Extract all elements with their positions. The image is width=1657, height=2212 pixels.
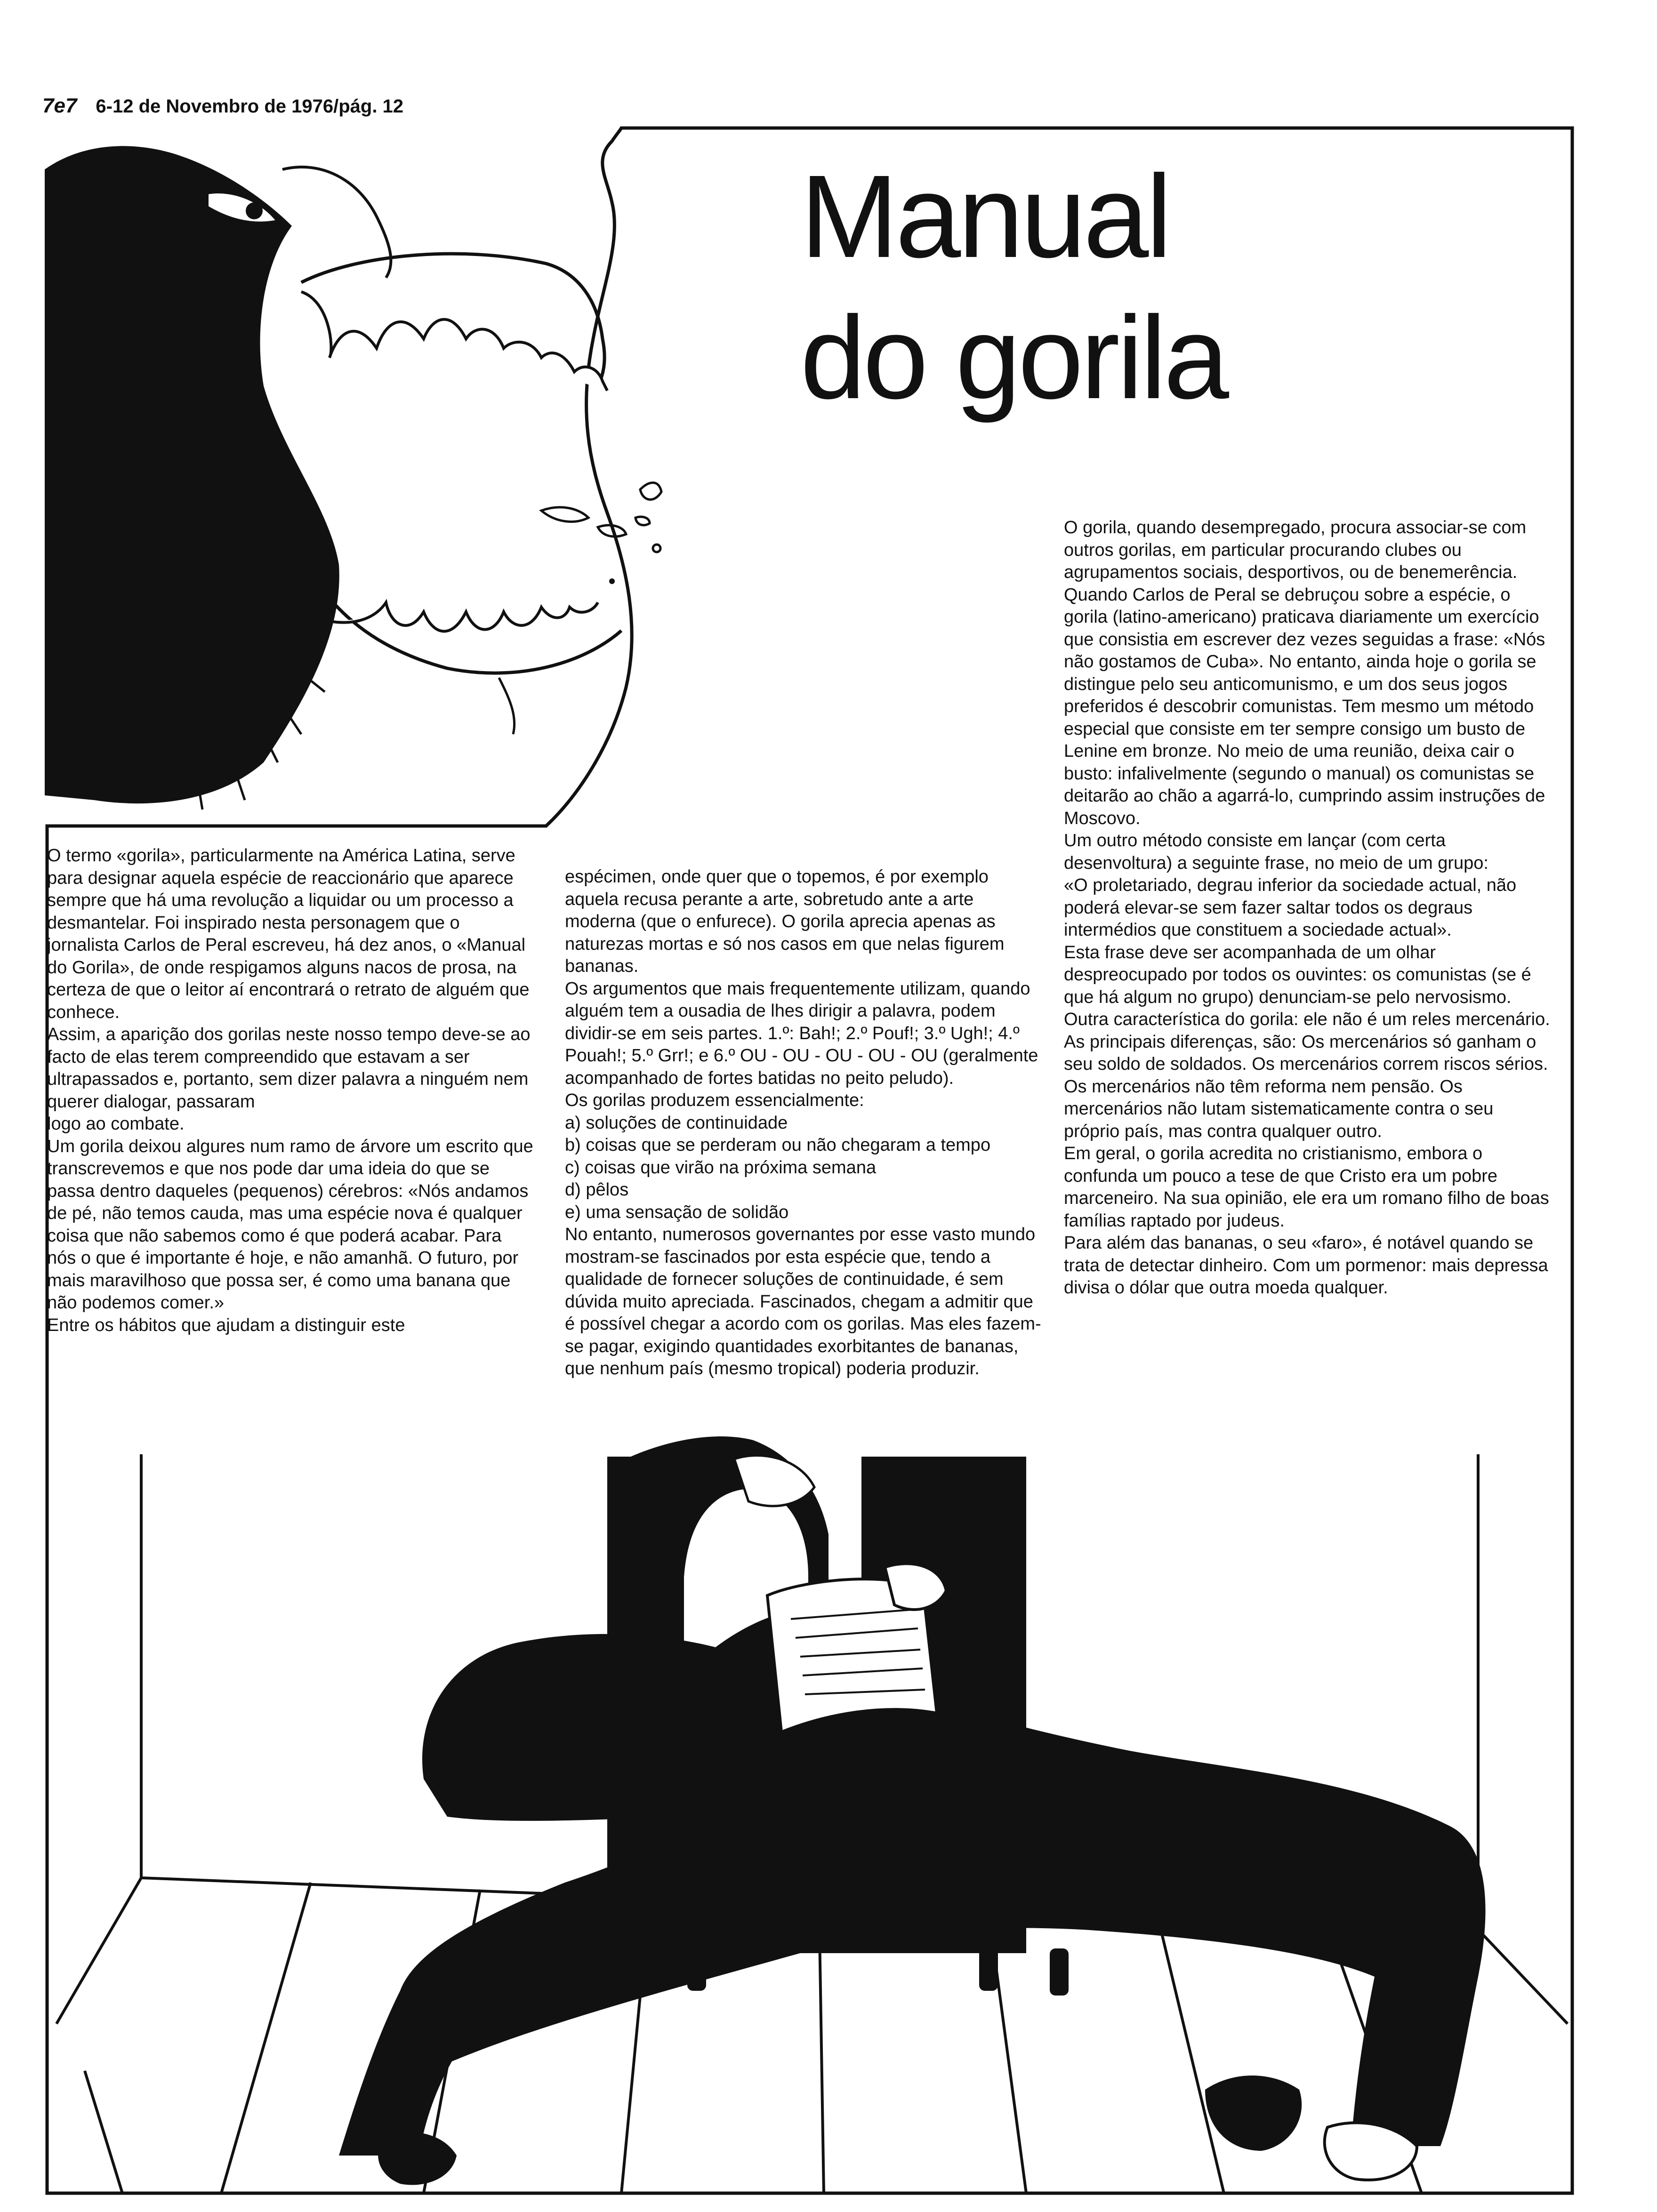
article-title-line-2: do gorila xyxy=(800,292,1226,423)
article-column-3: O gorila, quando desempregado, procura associar-se com outros gorilas, em particular procurando clubes ou agrupamentos sociais, desportivos, ou de benemerência. Quando Carlos de Peral se debruçou sobre a espécie, o gorila (latino-americano) praticava diariamente um exercício que consistia em escrever dez vezes seguidas a frase: «Nós não gostamos de Cuba». No entanto, ainda hoje o gorila se distingue pelo seu anticomunismo, e um dos seus jogos preferidos é descobrir comunistas. Tem mesmo um método especial que consiste em ter sempre consigo um busto de Lenine em bronze. No meio de uma reunião, deixa cair o busto: infalivelmente (segundo o manual) os comunistas se deitarão ao chão a agarrá-lo, cumprindo assim instruções de Moscovo. Um outro método consiste em lançar (com certa desenvoltura) a seguinte frase, no meio de um grupo: «O proletariado, degrau inferior da sociedade actual, não poderá elevar-se sem fazer saltar todos os degraus intermédios que constituem a sociedade actual». Esta frase deve ser acompanhada de um olhar despreocupado por todos os ouvintes: os comunistas (se é que há algum no grupo) denunciam-se pelo nervosismo. Outra característica do gorila: ele não é um reles mercenário. As principais diferenças, são: Os mercenários só ganham o seu soldo de soldados. Os mercenários correm riscos sérios. Os mercenários não têm reforma nem pensão. Os mercenários não lutam sistematicamente contra o seu próprio país, mas contra qualquer outro. Em geral, o gorila acredita no cristianismo, embora o confunda um pouco a tese de que Cristo era um pobre marceneiro. Na sua opinião, ele era um romano filho de boas famílias raptado por judeus. Para além das bananas, o seu «faro», é notável quando se trata de detectar dinheiro. Com um pormenor: mais depressa divisa o dólar que outra moeda qualquer. xyxy=(1064,518,1550,1298)
article-title-line-1: Manual xyxy=(800,151,1169,282)
publication-logo: 7e7 xyxy=(42,94,77,117)
article-title xyxy=(800,146,1226,428)
article-column-2: espécimen, onde quer que o topemos, é por exemplo aquela recusa perante a arte, sobretudo ante a arte moderna (que o enfurece). O gorila aprecia apenas as naturezas mortas e só nos casos em que nelas figurem bananas. Os argumentos que mais frequentemente utilizam, quando alguém tem a ousadia de lhes dirigir a palavra, podem dividir-se em seis partes. 1.º: Bah!; 2.º Pouf!; 3.º Ugh!; 4.º Pouah!; 5.º Grr!; e 6.º OU - OU - OU - OU - OU (geralmente acompanhado de fortes batidas no peito peludo). Os gorilas produzem essencialmente: a) soluções de continuidade b) coisas que se perderam ou não chegaram a tempo c) coisas que virão na próxima semana d) pêlos e) uma sensação de solidão No entanto, numerosos governantes por esse vasto mundo mostram-se fascinados por esta espécie que, tendo a qualidade de fornecer soluções de continuidade, é sem dúvida muito apreciada. Fascinados, chegam a admitir que é possível chegar a acordo com os gorilas. Mas eles fazem-se pagar, exigindo quantidades exorbitantes de bananas, que nenhum país (mesmo tropical) poderia produzir. xyxy=(565,867,1041,1378)
issue-date-page: 6-12 de Novembro de 1976/pág. 12 xyxy=(96,96,404,117)
gorilla-head-illustration xyxy=(45,146,661,809)
gorilla-reading-illustration xyxy=(56,1436,1568,2193)
article-column-1: O termo «gorila», particularmente na América Latina, serve para designar aquela espécie de reaccionário que aparece sempre que há uma revolução a liquidar ou um processo a desmantelar. Foi inspirado nesta personagem que o jornalista Carlos de Peral escreveu, há dez anos, o «Manual do Gorila», de onde respigamos alguns nacos de prosa, na certeza de que o leitor aí encontrará o retrato de alguém que conhece. Assim, a aparição dos gorilas neste nosso tempo deve-se ao facto de elas terem compreendido que estavam a ser ultrapassados e, portanto, sem dizer palavra a ninguém nem querer dialogar, passaram logo ao combate. Um gorila deixou algures num ramo de árvore um escrito que transcrevemos e que nos pode dar uma ideia do que se passa dentro daqueles (pequenos) cérebros: «Nós andamos de pé, não temos cauda, mas uma espécie nova é qualquer coisa que não sabemos como é que poderá acabar. Para nós o que é importante é hoje, e não amanhã. O futuro, por mais maravilhoso que possa ser, é como uma banana que não podemos comer.» Entre os hábitos que ajudam a distinguir este xyxy=(47,846,533,1335)
